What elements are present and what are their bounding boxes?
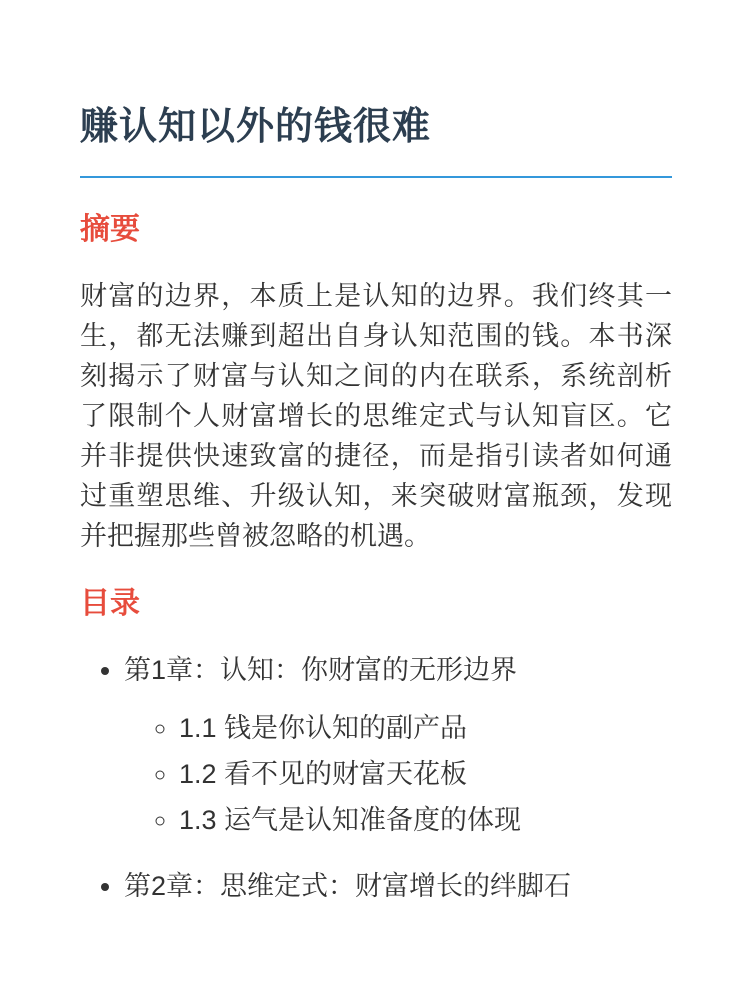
toc-chapter-1 bbox=[124, 650, 672, 840]
toc-sublist-1 bbox=[124, 708, 672, 840]
page-title: 赚认知以外的钱很难 bbox=[80, 104, 672, 178]
toc-chapter-2 bbox=[124, 866, 672, 906]
toc-heading: 目录 bbox=[80, 586, 140, 620]
toc-section-1-2: ◦ 1.2 看不见的财富天花板 bbox=[179, 754, 672, 794]
toc-section-1-1: ◦ 1.1 钱是你认知的副产品 bbox=[179, 708, 672, 748]
summary-paragraph: 财富的边界，本质上是认知的边界。我们终其一生，都无法赚到超出自身认知范围的钱。本书深刻揭示了财富与认知之间的内在联系，系统剖析了限制个人财富增长的思维定式与认知盲区。它并非提供快速致富的捷径，而是指引读者如何通过重塑思维、升级认知，来突破财富瓶颈，发现并把握那些曾被忽略的机遇。 bbox=[80, 280, 672, 551]
toc-list bbox=[80, 650, 672, 906]
summary-heading: 摘要 bbox=[80, 212, 140, 246]
toc-chapter-2-label: 第2章：思维定式：财富增长的绊脚石 bbox=[124, 870, 572, 901]
toc-section-1-3: ◦ 1.3 运气是认知准备度的体现 bbox=[179, 800, 672, 840]
toc-chapter-1-label: 第1章：认知：你财富的无形边界 bbox=[124, 654, 518, 685]
